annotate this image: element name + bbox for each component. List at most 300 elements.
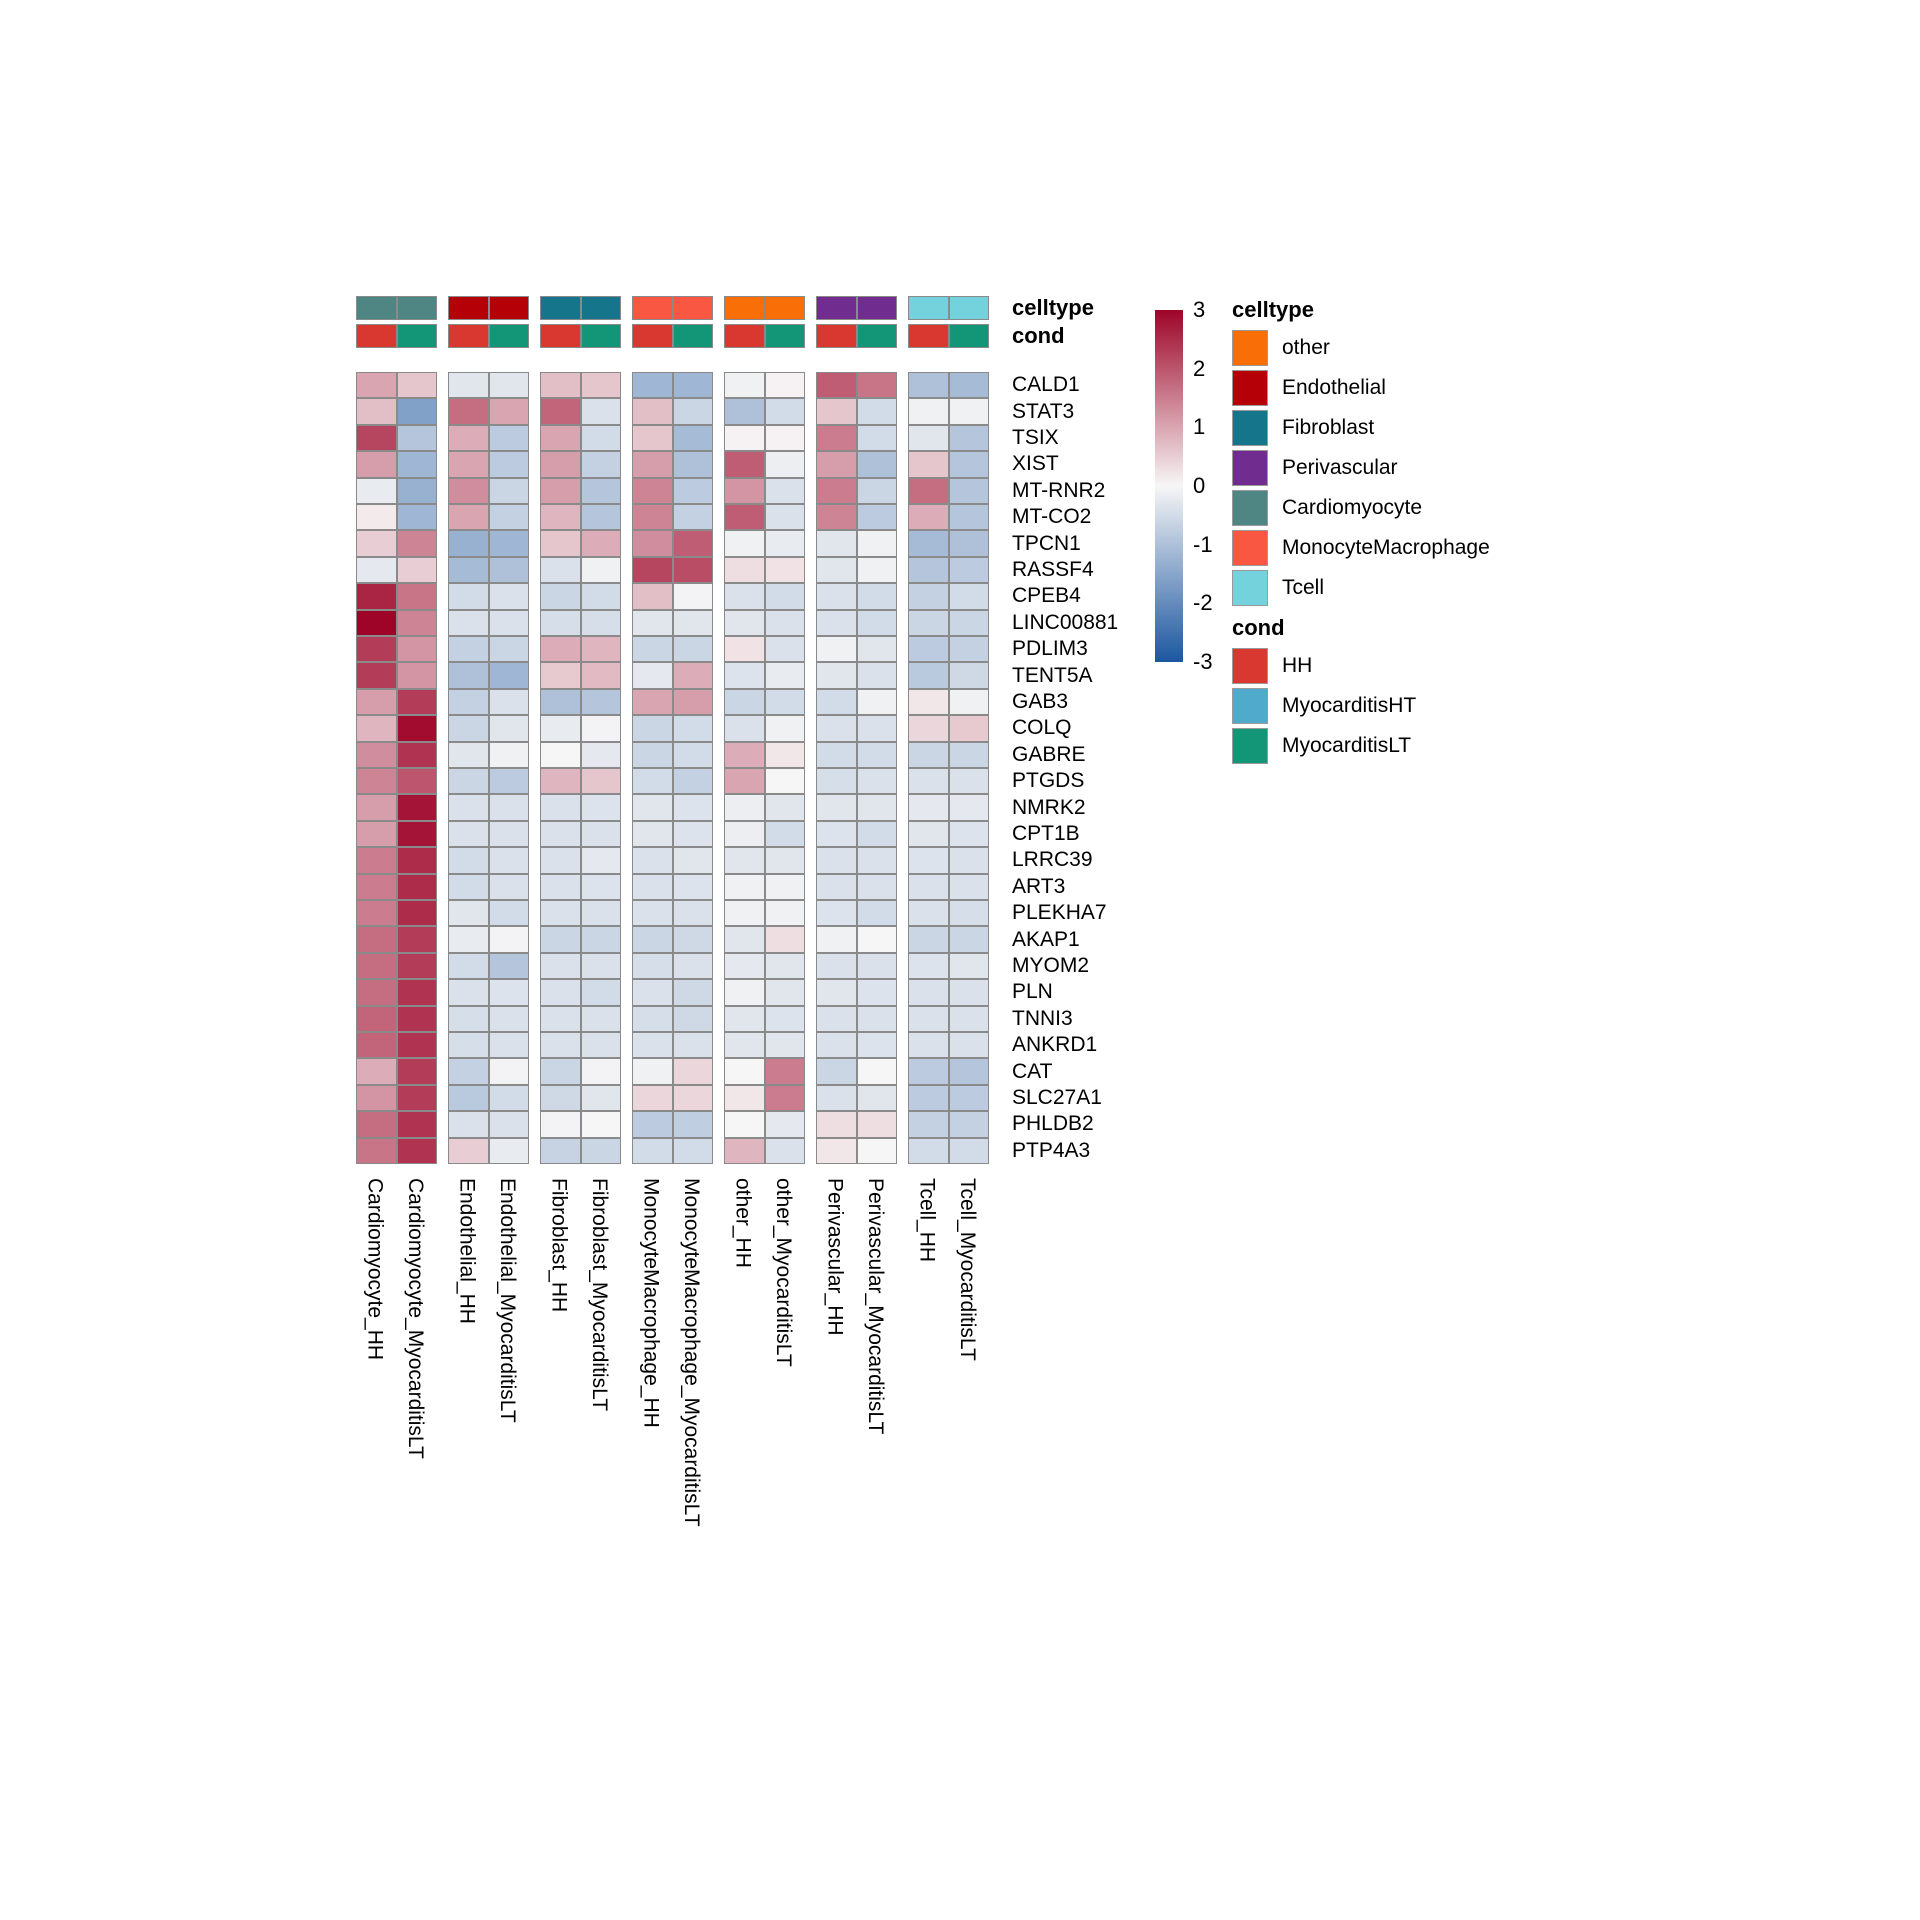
heatmap-cell [540,1111,581,1137]
legend-label: Perivascular [1282,456,1398,479]
legend-swatch [1232,450,1268,486]
heatmap-cell [448,689,489,715]
heatmap-cell [489,1058,530,1084]
heatmap-cell [908,583,949,609]
heatmap-cell [765,662,806,688]
heatmap-cell [816,768,857,794]
heatmap-cell [581,504,622,530]
heatmap-cell [724,768,765,794]
cond-annotation-cell [489,324,530,348]
celltype-annotation-cell [632,296,673,320]
legend-swatch [1232,728,1268,764]
heatmap-cell [448,636,489,662]
heatmap-cell [397,636,438,662]
cond-annotation-cell [356,324,397,348]
heatmap-cell [356,1085,397,1111]
heatmap-cell [489,504,530,530]
colorbar-tick-label: 0 [1193,473,1206,498]
heatmap-cell [949,1138,990,1164]
heatmap-cell [356,636,397,662]
heatmap-cell [765,425,806,451]
heatmap-cell [673,874,714,900]
gene-label: MT-RNR2 [1012,478,1106,502]
heatmap-cell [581,583,622,609]
heatmap-cell [816,372,857,398]
heatmap-cell [356,1006,397,1032]
heatmap-cell [448,742,489,768]
heatmap-cell [489,874,530,900]
heatmap-cell [581,1138,622,1164]
heatmap-cell [540,610,581,636]
heatmap-cell [673,504,714,530]
heatmap-cell [908,1032,949,1058]
heatmap-cell [489,610,530,636]
heatmap-cell [908,953,949,979]
heatmap-cell [724,372,765,398]
heatmap-cell [356,979,397,1005]
heatmap-cell [949,636,990,662]
heatmap-cell [908,979,949,1005]
heatmap-cell [397,742,438,768]
heatmap-cell [489,451,530,477]
heatmap-cell [632,398,673,424]
heatmap-cell [448,398,489,424]
heatmap-cell [489,715,530,741]
heatmap-cell [489,979,530,1005]
heatmap-cell [581,1111,622,1137]
heatmap-cell [949,1006,990,1032]
legend-swatch [1232,688,1268,724]
heatmap-cell [397,530,438,556]
heatmap-cell [581,742,622,768]
gene-label: PTGDS [1012,769,1085,793]
heatmap-cell [673,953,714,979]
heatmap-cell [949,742,990,768]
heatmap-cell [908,1085,949,1111]
heatmap-cell [397,478,438,504]
heatmap-cell [448,504,489,530]
legend-label: Fibroblast [1282,416,1375,439]
heatmap-cell [908,847,949,873]
heatmap-cell [356,451,397,477]
celltype-annotation-cell [908,296,949,320]
legend-label: MonocyteMacrophage [1282,536,1490,559]
heatmap-cell [397,953,438,979]
heatmap-cell [949,1058,990,1084]
heatmap-cell [816,1138,857,1164]
heatmap-cell [949,557,990,583]
heatmap-cell [632,900,673,926]
heatmap-cell [489,583,530,609]
column-label: other_MyocarditisLT [771,1178,795,1367]
heatmap-cell [857,425,898,451]
heatmap-cell [857,662,898,688]
heatmap-cell [857,1138,898,1164]
heatmap-cell [724,742,765,768]
heatmap-cell [489,425,530,451]
heatmap-cell [632,425,673,451]
heatmap-cell [448,715,489,741]
heatmap-cell [581,425,622,451]
heatmap-cell [489,478,530,504]
heatmap-cell [540,794,581,820]
cond-annotation-cell [632,324,673,348]
heatmap-cell [632,926,673,952]
heatmap-cell [857,979,898,1005]
gene-label: AKAP1 [1012,927,1080,951]
heatmap-cell [581,662,622,688]
heatmap-cell [489,636,530,662]
heatmap-cell [816,742,857,768]
heatmap-cell [489,821,530,847]
heatmap-cell [356,504,397,530]
column-label: Tcell_MyocarditisLT [955,1178,979,1361]
heatmap-cell [540,926,581,952]
heatmap-cell [581,610,622,636]
heatmap-cell [949,451,990,477]
heatmap-cell [448,768,489,794]
heatmap-cell [765,742,806,768]
gene-label: MYOM2 [1012,954,1090,977]
heatmap-cell [765,1032,806,1058]
column-label: Fibroblast_MyocarditisLT [587,1178,611,1412]
column-label: Endothelial_HH [455,1178,479,1324]
heatmap-cell [540,768,581,794]
heatmap-cell [949,610,990,636]
heatmap-cell [489,847,530,873]
cond-annotation-cell [448,324,489,348]
heatmap-cell [908,768,949,794]
gene-label: PLN [1012,980,1053,1004]
heatmap-cell [632,1085,673,1111]
gene-label: GAB3 [1012,690,1069,713]
heatmap-cell [356,794,397,820]
heatmap-cell [356,900,397,926]
heatmap-cell [632,1006,673,1032]
heatmap-cell [816,636,857,662]
heatmap-cell [540,425,581,451]
heatmap-cell [448,900,489,926]
heatmap-cell [448,874,489,900]
heatmap-cell [632,636,673,662]
column-label: Fibroblast_HH [547,1178,571,1313]
heatmap-cell [724,583,765,609]
heatmap-cell [632,1111,673,1137]
heatmap-cell [632,874,673,900]
gene-label: ART3 [1012,874,1066,898]
heatmap-cell [489,662,530,688]
heatmap-cell [397,662,438,688]
cond-annotation-cell [949,324,990,348]
gene-label: CPEB4 [1012,584,1081,608]
heatmap-cell [724,662,765,688]
heatmap-cell [397,847,438,873]
heatmap-cell [397,1006,438,1032]
heatmap-cell [581,847,622,873]
heatmap-cell [908,398,949,424]
heatmap-cell [581,1085,622,1111]
heatmap-cell [632,610,673,636]
heatmap-cell [765,1058,806,1084]
heatmap-cell [673,530,714,556]
heatmap-cell [581,874,622,900]
heatmap-cell [765,451,806,477]
column-label: other_HH [731,1178,755,1268]
cond-legend-title: cond [1232,615,1285,640]
heatmap-cell [765,1085,806,1111]
heatmap-cell [857,953,898,979]
heatmap-cell [816,874,857,900]
heatmap-cell [949,689,990,715]
heatmap-cell [581,398,622,424]
celltype-annotation-cell [724,296,765,320]
heatmap-cell [632,794,673,820]
cond-annotation-cell [581,324,622,348]
heatmap-cell [724,715,765,741]
cond-annotation-cell [724,324,765,348]
heatmap-cell [724,610,765,636]
celltype-legend-title: celltype [1232,297,1314,322]
heatmap-cell [908,504,949,530]
celltype-annotation-cell [448,296,489,320]
heatmap-cell [448,610,489,636]
heatmap-cell [816,1111,857,1137]
heatmap-cell [765,398,806,424]
gene-label: TENT5A [1012,663,1093,687]
heatmap-cell [540,900,581,926]
heatmap-cell [857,372,898,398]
heatmap-cell [632,689,673,715]
colorbar-tick-label: -3 [1193,649,1213,674]
heatmap-cell [448,847,489,873]
gene-label: NMRK2 [1012,795,1086,819]
heatmap-cell [632,768,673,794]
heatmap-cell [816,610,857,636]
cond-annotation-cell [908,324,949,348]
heatmap-cell [673,742,714,768]
gene-label: STAT3 [1012,399,1075,423]
gene-label: CAT [1012,1059,1053,1083]
heatmap-cell [857,1085,898,1111]
heatmap-cell [673,768,714,794]
heatmap-cell [765,583,806,609]
heatmap-cell [724,451,765,477]
heatmap-cell [724,874,765,900]
gene-label: CALD1 [1012,373,1080,397]
heatmap-cell [448,953,489,979]
heatmap-cell [908,742,949,768]
heatmap-cell [489,900,530,926]
heatmap-cell [540,557,581,583]
heatmap-cell [397,583,438,609]
heatmap-cell [540,662,581,688]
gene-label: GABRE [1012,742,1086,766]
gene-label: CPT1B [1012,822,1080,845]
heatmap-cell [356,742,397,768]
gene-label: MT-CO2 [1012,505,1092,529]
heatmap-cell [489,953,530,979]
heatmap-cell [632,1138,673,1164]
heatmap-cell [397,926,438,952]
heatmap-cell [673,1085,714,1111]
heatmap-cell [356,425,397,451]
heatmap-cell [581,979,622,1005]
heatmap-cell [949,425,990,451]
heatmap-cell [356,662,397,688]
heatmap-cell [908,874,949,900]
heatmap-cell [448,478,489,504]
heatmap-cell [448,1138,489,1164]
heatmap-cell [724,979,765,1005]
heatmap-cell [673,794,714,820]
heatmap-cell [489,1032,530,1058]
heatmap-cell [356,557,397,583]
heatmap-cell [724,530,765,556]
heatmap-cell [949,768,990,794]
heatmap-cell [908,900,949,926]
heatmap-cell [356,372,397,398]
heatmap-cell [397,689,438,715]
heatmap-cell [581,530,622,556]
heatmap-cell [857,742,898,768]
heatmap-cell [816,425,857,451]
heatmap-cell [489,1006,530,1032]
heatmap-cell [673,821,714,847]
heatmap-cell [724,689,765,715]
column-label: Endothelial_MyocarditisLT [495,1178,519,1423]
heatmap-cell [673,1058,714,1084]
heatmap-cell [816,1006,857,1032]
heatmap-cell [448,372,489,398]
heatmap-cell [908,425,949,451]
legend-swatch [1232,570,1268,606]
heatmap-cell [765,979,806,1005]
heatmap-cell [949,926,990,952]
heatmap-cell [632,504,673,530]
heatmap-cell [632,530,673,556]
heatmap-cell [949,979,990,1005]
heatmap-cell [765,1006,806,1032]
heatmap-cell [489,557,530,583]
heatmap-cell [397,1111,438,1137]
heatmap-cell [673,926,714,952]
heatmap-cell [397,768,438,794]
heatmap-cell [489,372,530,398]
heatmap-cell [949,953,990,979]
heatmap-cell [724,636,765,662]
heatmap-cell [581,372,622,398]
heatmap-cell [816,1058,857,1084]
heatmap-cell [397,1032,438,1058]
heatmap-cell [489,1138,530,1164]
celltype-annotation-cell [816,296,857,320]
heatmap-cell [581,1058,622,1084]
heatmap-cell [356,953,397,979]
heatmap-cell [397,398,438,424]
heatmap-cell [724,398,765,424]
heatmap-cell [489,768,530,794]
gene-label: SLC27A1 [1012,1086,1102,1109]
heatmap-cell [949,1085,990,1111]
heatmap-cell [673,610,714,636]
heatmap-cell [949,794,990,820]
heatmap-cell [724,953,765,979]
heatmap-cell [724,478,765,504]
heatmap-cell [448,530,489,556]
heatmap-cell [908,794,949,820]
heatmap-cell [724,847,765,873]
heatmap-cell [632,583,673,609]
heatmap-cell [765,847,806,873]
heatmap-cell [356,926,397,952]
heatmap-cell [673,478,714,504]
legend-label: MyocarditisLT [1282,734,1412,757]
heatmap-cell [540,583,581,609]
heatmap-cell [724,1111,765,1137]
heatmap-cell [724,1058,765,1084]
heatmap-cell [857,900,898,926]
column-label: Cardiomyocyte_HH [363,1178,387,1361]
heatmap-cell [908,451,949,477]
heatmap-cell [816,794,857,820]
heatmap-cell [724,1006,765,1032]
heatmap-cell [949,715,990,741]
heatmap-cell [448,1058,489,1084]
heatmap-cell [632,821,673,847]
legend-label: HH [1282,654,1313,677]
heatmap-cell [673,398,714,424]
heatmap-cell [632,372,673,398]
heatmap-cell [949,900,990,926]
colorbar-tick-label: -2 [1193,590,1213,616]
heatmap-cell [673,689,714,715]
heatmap-cell [949,583,990,609]
gene-label: RASSF4 [1012,558,1094,581]
heatmap-cell [949,821,990,847]
heatmap-cell [581,900,622,926]
heatmap-cell [673,715,714,741]
heatmap-cell [724,926,765,952]
heatmap-cell [816,821,857,847]
heatmap-cell [857,557,898,583]
heatmap-cell [908,1058,949,1084]
heatmap-cell [816,715,857,741]
heatmap-cell [765,715,806,741]
heatmap-cell [397,610,438,636]
heatmap-cell [765,504,806,530]
heatmap-cell [540,372,581,398]
heatmap-cell [765,794,806,820]
heatmap-cell [581,953,622,979]
heatmap-cell [356,1058,397,1084]
heatmap-cell [673,1138,714,1164]
heatmap-cell [908,372,949,398]
legend-swatch [1232,410,1268,446]
heatmap-cell [540,715,581,741]
heatmap-cell [765,689,806,715]
heatmap-cell [632,847,673,873]
heatmap-cell [857,451,898,477]
heatmap-cell [489,689,530,715]
heatmap-cell [673,583,714,609]
heatmap-cell [857,530,898,556]
heatmap-cell [540,874,581,900]
heatmap-cell [356,689,397,715]
column-label: MonocyteMacrophage_MyocarditisLT [679,1178,703,1527]
heatmap-cell [632,953,673,979]
heatmap-cell [724,821,765,847]
heatmap-cell [908,926,949,952]
